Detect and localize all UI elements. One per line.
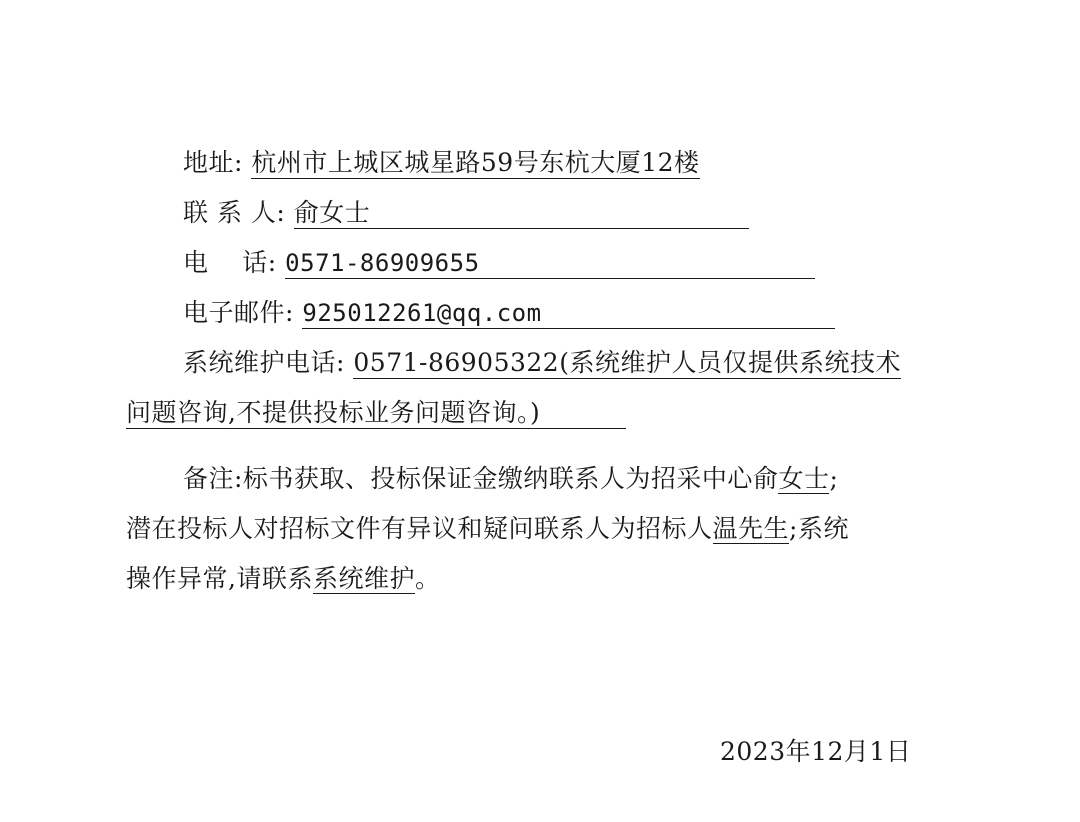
note-text: ; xyxy=(829,464,839,493)
note-text: 备注:标书获取、投标保证金缴纳联系人为招采中心俞 xyxy=(183,464,779,493)
system-maintenance-value-cont: 问题咨询,不提供投标业务问题咨询。) xyxy=(126,398,626,429)
contact-value: 俞女士 xyxy=(294,198,749,229)
email-line xyxy=(183,296,835,330)
note-line-2 xyxy=(126,512,849,546)
note-text: 操作异常,请联系 xyxy=(126,564,313,593)
note-underlined-name: 温先生 xyxy=(712,514,790,543)
address-line xyxy=(183,146,700,180)
address-label: 地址: xyxy=(183,148,243,177)
note-text: ;系统 xyxy=(789,514,849,543)
note-underlined-name: 女士 xyxy=(778,464,830,493)
contact-label: 联 系 人: xyxy=(183,198,286,227)
document-date xyxy=(720,735,911,769)
phone-line xyxy=(183,246,815,280)
system-maintenance-value: 0571-86905322(系统维护人员仅提供系统技术 xyxy=(353,348,901,377)
note-line-3 xyxy=(126,562,440,596)
contact-line xyxy=(183,196,749,230)
system-maintenance-line-2 xyxy=(126,396,626,430)
note-text: 。 xyxy=(414,564,441,593)
phone-label: 电 话: xyxy=(183,248,277,277)
email-value[interactable]: 925012261@qq.com xyxy=(302,298,835,329)
system-maintenance-label: 系统维护电话: xyxy=(183,348,345,377)
note-underlined-name: 系统维护 xyxy=(312,564,415,593)
phone-value: 0571-86909655 xyxy=(285,248,815,279)
system-maintenance-line xyxy=(183,346,901,380)
address-value: 杭州市上城区城星路59号东杭大厦12楼 xyxy=(251,148,700,177)
note-line-1 xyxy=(183,462,838,496)
email-label: 电子邮件: xyxy=(183,298,294,327)
note-text: 潜在投标人对招标文件有异议和疑问联系人为招标人 xyxy=(126,514,713,543)
date-text: 2023年12月1日 xyxy=(720,737,912,766)
